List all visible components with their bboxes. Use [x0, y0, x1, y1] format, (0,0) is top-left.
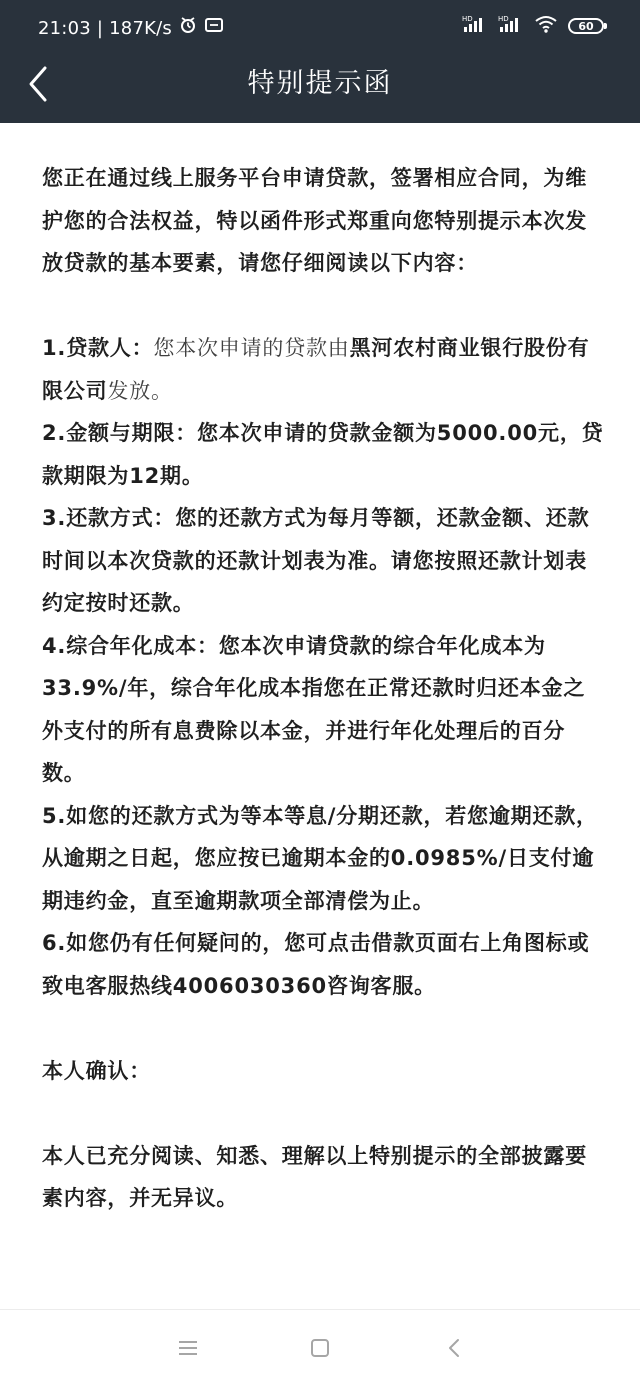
signal-hd-label-2: HD	[498, 15, 509, 23]
confirm-text: 本人已充分阅读、知悉、理解以上特别提示的全部披露要素内容，并无异议。	[42, 1143, 587, 1210]
signal-hd-label: HD	[462, 15, 473, 23]
signal-hd-icon	[462, 14, 488, 38]
nav-bar	[0, 54, 640, 123]
item-1-label: 1.贷款人：	[42, 336, 154, 360]
status-bar	[0, 0, 640, 54]
spacer	[42, 1007, 604, 1050]
item-2: 2.金额与期限：您本次申请的贷款金额为5000.00元，贷款期限为12期。	[42, 421, 604, 488]
page-title: 特别提示函	[247, 68, 393, 99]
home-button[interactable]	[300, 1330, 340, 1370]
status-left	[38, 15, 224, 42]
item-1	[42, 327, 604, 412]
home-icon	[309, 1337, 331, 1363]
item-5: 5.如您的还款方式为等本等息/分期还款，若您逾期还款，从逾期之日起，您应按已逾期本金的0.0985%/日支付逾期违约金，直至逾期款项全部清偿为止。	[42, 803, 598, 913]
item-3: 3.还款方式：您的还款方式为每月等额，还款金额、还款时间以本次贷款的还款计划表为准。请您按照还款计划表约定按时还款。	[42, 506, 590, 615]
item-1-prefix: 您本次申请的贷款由	[153, 336, 350, 360]
system-back-button[interactable]	[434, 1330, 474, 1370]
battery-level: 60	[578, 19, 594, 33]
status-time: 21:03	[38, 17, 91, 39]
item-6: 6.如您仍有任何疑问的，您可点击借款页面右上角图标或致电客服热线4006030360咨询客服。	[42, 931, 590, 998]
signal-hd-icon-2	[498, 14, 524, 38]
menu-icon	[177, 1339, 199, 1361]
system-navigation-bar	[0, 1309, 640, 1387]
ticket-icon	[204, 16, 224, 41]
status-divider: |	[96, 17, 104, 39]
alarm-icon	[178, 15, 198, 42]
network-speed: 187K/s	[109, 17, 172, 39]
item-1-suffix: 发放。	[107, 378, 173, 403]
menu-button[interactable]	[168, 1330, 208, 1370]
spacer	[42, 1092, 604, 1135]
battery-icon	[568, 18, 604, 34]
back-icon	[446, 1337, 462, 1363]
confirm-heading: 本人确认：	[42, 1058, 151, 1083]
intro-paragraph: 您正在通过线上服务平台申请贷款，签署相应合同，为维护您的合法权益，特以函件形式郑重向您特别提示本次发放贷款的基本要素，请您仔细阅读以下内容：	[42, 166, 587, 275]
item-4: 4.综合年化成本：您本次申请贷款的综合年化成本为33.9%/年，综合年化成本指您在正常还款时归还本金之外支付的所有息费除以本金，并进行年化处理后的百分数。	[42, 633, 586, 785]
wifi-icon	[534, 14, 558, 38]
status-right	[462, 14, 604, 38]
lender-name: 黑河农村商业银行股份有限公司	[42, 336, 590, 403]
spacer	[42, 285, 604, 328]
top-bar	[0, 0, 640, 123]
content-body	[42, 157, 604, 1220]
